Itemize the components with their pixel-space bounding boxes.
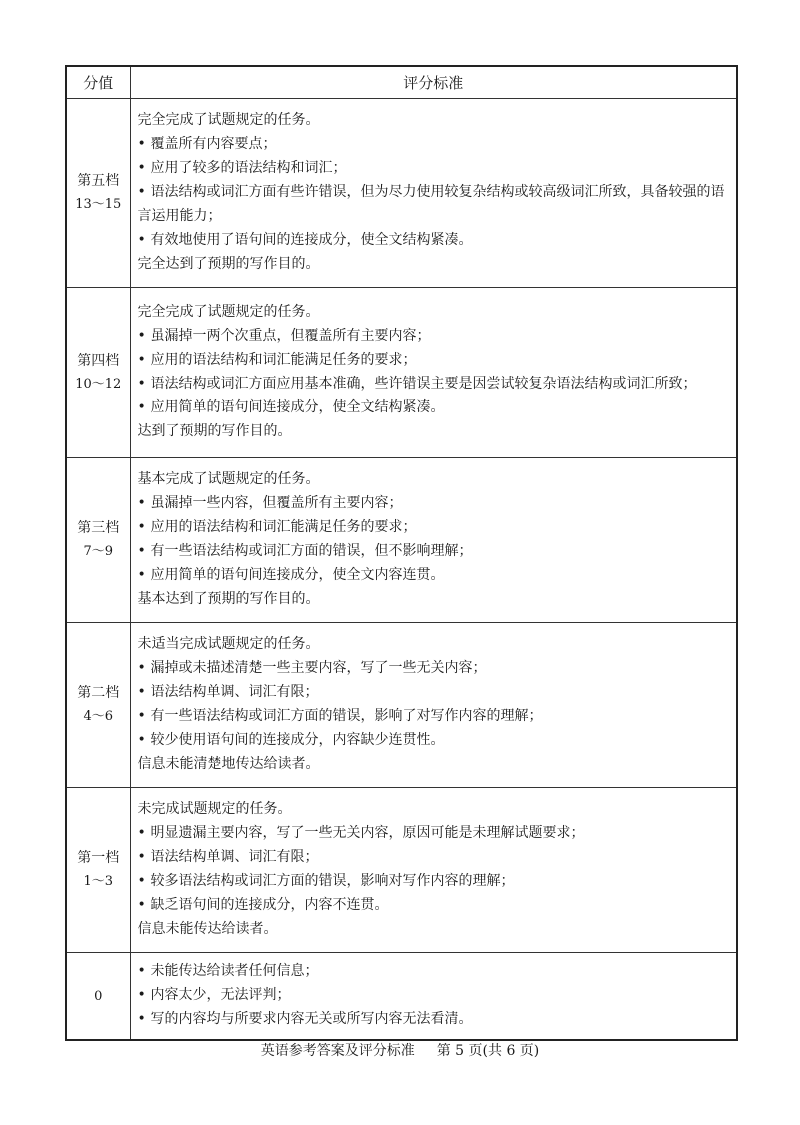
table-row [66,788,737,953]
bullet-icon: • [137,327,146,344]
criteria-bullet: • 覆盖所有内容要点； [138,133,731,157]
criteria-bullet: • 有一些语法结构或词汇方面的错误，但不影响理解； [138,540,731,564]
bullet-icon: • [137,399,146,416]
criteria-intro: 完全完成了试题规定的任务。 [137,112,320,129]
bullet-icon: • [137,896,146,913]
level-name: 第三档 [77,520,120,536]
level-name: 第五档 [77,173,120,189]
bullet-icon: • [137,160,146,177]
bullet-icon: • [137,231,146,248]
score-cell [66,788,130,953]
table-row [66,623,737,788]
score-range: 1～3 [83,874,114,889]
table-row [66,288,737,458]
bullet-icon: • [137,1010,146,1027]
bullet-icon: • [137,963,146,980]
criteria-bullet: • 语法结构单调、词汇有限； [138,846,731,870]
criteria-outro: 完全达到了预期的写作目的。 [137,255,320,272]
criteria-bullet: • 应用的语法结构和词汇能满足任务的要求； [138,516,731,540]
score-range: 4～6 [83,709,114,724]
table-row [66,458,737,623]
bullet-icon: • [137,731,146,748]
criteria-intro: 完全完成了试题规定的任务。 [137,303,320,320]
criteria-cell [130,288,737,458]
criteria-bullet: • 漏掉或未描述清楚一些主要内容，写了一些无关内容； [138,657,731,681]
score-cell [66,288,130,458]
criteria-cell [130,623,737,788]
bullet-icon: • [137,873,146,889]
page-footer [0,1040,800,1060]
score-cell [66,458,130,623]
criteria-bullet: • 写的内容均与所要求内容无关或所写内容无法看清。 [138,1008,731,1032]
criteria-intro: 未适当完成试题规定的任务。 [137,636,320,653]
bullet-icon: • [137,519,146,536]
bullet-icon: • [137,660,146,677]
bullet-icon: • [137,375,146,392]
bullet-icon: • [137,566,146,583]
bullet-icon: • [137,684,146,701]
score-range: 13～15 [75,197,122,212]
header-criteria: 评分标准 [130,66,737,99]
criteria-intro: 基本完成了试题规定的任务。 [137,471,320,488]
score-range: 10～12 [75,376,122,392]
bullet-icon: • [137,987,146,1004]
criteria-cell [130,788,737,953]
criteria-cell [130,458,737,623]
bullet-icon: • [137,351,146,368]
bullet-icon: • [137,136,146,153]
criteria-outro: 信息未能清楚地传达给读者。 [137,755,320,772]
criteria-intro: 未完成试题规定的任务。 [137,801,292,818]
criteria-bullet: • 明显遗漏主要内容，写了一些无关内容，原因可能是未理解试题要求； [138,822,731,846]
criteria-bullet: • 应用的语法结构和词汇能满足任务的要求； [138,349,731,373]
bullet-icon: • [137,849,146,866]
criteria-bullet: • 应用了较多的语法结构和词汇； [138,157,731,181]
scoring-rubric-table [65,65,738,1041]
criteria-outro: 达到了预期的写作目的。 [137,423,292,440]
criteria-outro: 信息未能传达给读者。 [137,920,278,937]
criteria-bullet: • 较少使用语句间的连接成分，内容缺少连贯性。 [138,729,731,753]
footer-page-number: 第 5 页(共 6 页) [436,1043,540,1059]
criteria-cell [130,99,737,288]
criteria-bullet: • 应用简单的语句间连接成分，使全文内容连贯。 [138,564,731,588]
bullet-icon: • [137,825,146,842]
criteria-cell [130,953,737,1041]
footer-doc-title: 英语参考答案及评分标准 [260,1043,415,1059]
criteria-bullet: • 有一些语法结构或词汇方面的错误，影响了对写作内容的理解； [138,705,731,729]
bullet-icon: • [137,708,146,724]
score-range: 7～9 [83,544,114,559]
score-range: 0 [94,988,103,1004]
table-row [66,99,737,288]
bullet-icon: • [137,184,146,201]
criteria-bullet: • 语法结构单调、词汇有限； [138,681,731,705]
level-name: 第一档 [77,850,120,866]
bullet-icon: • [137,543,146,559]
criteria-bullet: • 缺乏语句间的连接成分，内容不连贯。 [138,894,731,918]
table-header-row [66,66,737,99]
score-cell [66,99,130,288]
table-row [66,953,737,1041]
criteria-outro: 基本达到了预期的写作目的。 [137,590,320,607]
criteria-bullet: • 语法结构或词汇方面有些许错误，但为尽力使用较复杂结构或较高级词汇所致，具备较强的语言运用能力； [138,181,731,229]
criteria-bullet: • 虽漏掉一两个次重点，但覆盖所有主要内容； [138,325,731,349]
criteria-bullet: • 虽漏掉一些内容，但覆盖所有主要内容； [138,492,731,516]
bullet-icon: • [137,495,146,512]
criteria-bullet: • 内容太少，无法评判； [138,984,731,1008]
criteria-bullet: • 应用简单的语句间连接成分，使全文结构紧凑。 [138,396,731,420]
criteria-bullet: • 较多语法结构或词汇方面的错误，影响对写作内容的理解； [138,870,731,894]
level-name: 第四档 [77,352,120,369]
score-cell [66,623,130,788]
criteria-bullet: • 语法结构或词汇方面应用基本准确，些许错误主要是因尝试较复杂语法结构或词汇所致； [138,373,731,397]
header-score: 分值 [66,66,130,99]
criteria-bullet: • 未能传达给读者任何信息； [138,960,731,984]
score-cell [66,953,130,1041]
criteria-bullet: • 有效地使用了语句间的连接成分，使全文结构紧凑。 [138,229,731,253]
level-name: 第二档 [77,685,120,701]
